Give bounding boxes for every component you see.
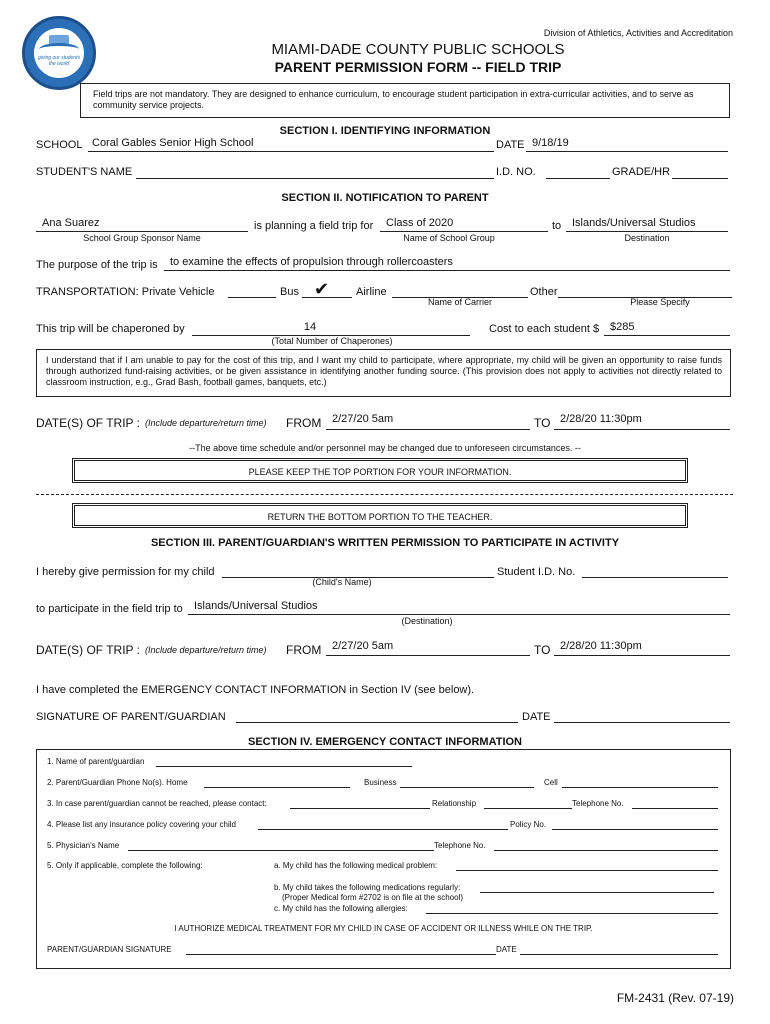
contact-name-line[interactable]	[290, 808, 430, 809]
item-1-label: 1. Name of parent/guardian	[47, 757, 145, 766]
trip-dates-label-2: DATE(S) OF TRIP :	[36, 643, 141, 657]
signature-date-label: DATE	[522, 711, 551, 723]
date-label: DATE	[496, 139, 525, 151]
policy-label: Policy No.	[510, 820, 547, 829]
field-trip-destination-value[interactable]: Islands/Universal Studios	[194, 600, 318, 612]
business-phone-line[interactable]	[400, 787, 534, 788]
physician-line[interactable]	[128, 850, 434, 851]
sponsor-line	[36, 231, 248, 232]
permission-label: I hereby give permission for my child	[36, 566, 215, 578]
destination-value[interactable]: Islands/Universal Studios	[572, 217, 696, 229]
from-line-2	[326, 655, 530, 656]
emergency-statement: I have completed the EMERGENCY CONTACT INFORMATION in Section IV (see below).	[36, 684, 475, 696]
to-label: TO	[534, 416, 551, 430]
chaperone-value[interactable]: 14	[303, 321, 317, 333]
parent-name-line[interactable]	[156, 766, 412, 767]
destination-caption: Destination	[624, 233, 670, 243]
bus-checkmark-icon[interactable]: ✔	[314, 279, 330, 299]
to-value[interactable]: 2/28/20 11:30pm	[560, 413, 642, 425]
allergies-label: c. My child has the following allergies:	[274, 904, 408, 913]
student-id-line[interactable]	[582, 577, 728, 578]
relationship-line[interactable]	[484, 808, 572, 809]
purpose-value[interactable]: to examine the effects of propulsion through rollercoasters	[170, 256, 453, 268]
id-label: I.D. NO.	[496, 166, 536, 178]
section-4-title: SECTION IV. EMERGENCY CONTACT INFORMATION	[248, 736, 522, 748]
participate-label: to participate in the field trip to	[36, 603, 183, 615]
cost-label: Cost to each student $	[489, 323, 600, 335]
group-line	[380, 231, 548, 232]
bus-label: Bus	[280, 286, 299, 298]
other-label: Other	[530, 286, 558, 298]
guardian-date-line[interactable]	[520, 954, 718, 955]
medications-label: b. My child takes the following medications regularly:	[274, 883, 461, 892]
group-value[interactable]: Class of 2020	[386, 217, 454, 229]
private-vehicle-line[interactable]	[228, 297, 276, 298]
form-number: FM-2431 (Rev. 07-19)	[616, 991, 734, 1005]
student-name-label: STUDENT'S NAME	[36, 166, 133, 178]
school-label: SCHOOL	[36, 139, 83, 151]
specify-caption: Please Specify	[630, 297, 690, 307]
schedule-note: --The above time schedule and/or personnel may be changed due to unforeseen circumstances. --	[189, 443, 581, 453]
guardian-signature-line[interactable]	[186, 954, 496, 955]
insurance-line[interactable]	[258, 829, 508, 830]
id-line[interactable]	[546, 178, 610, 179]
intro-text: Field trips are not mandatory. They are designed to enhance curriculum, to encourage student participation in extra-curricular activities, and to serve as community service projects.	[93, 89, 694, 110]
from-label-2: FROM	[286, 643, 322, 657]
form-subtitle: PARENT PERMISSION FORM -- FIELD TRIP	[274, 59, 562, 75]
from-value[interactable]: 2/27/20 5am	[332, 413, 394, 425]
return-notice-text: RETURN THE BOTTOM PORTION TO THE TEACHER.	[267, 512, 493, 522]
grade-label: GRADE/HR	[612, 166, 671, 178]
carrier-caption: Name of Carrier	[427, 297, 492, 307]
medical-problem-line[interactable]	[456, 870, 718, 871]
business-label: Business	[364, 778, 397, 787]
relationship-label: Relationship	[432, 799, 477, 808]
purpose-label: The purpose of the trip is	[36, 259, 158, 271]
signature-date-line[interactable]	[554, 722, 730, 723]
trip-dates-note: (Include departure/return time)	[145, 418, 267, 428]
purpose-line	[164, 270, 730, 271]
student-name-line[interactable]	[136, 178, 494, 179]
page-title: MIAMI-DADE COUNTY PUBLIC SCHOOLS	[271, 41, 565, 58]
physician-phone-label: Telephone No.	[434, 841, 486, 850]
authorize-statement: I AUTHORIZE MEDICAL TREATMENT FOR MY CHILD IN CASE OF ACCIDENT OR ILLNESS WHILE ON THE TRIP.	[174, 924, 593, 933]
planning-text: is planning a field trip for	[254, 220, 374, 232]
to-line	[554, 429, 730, 430]
airline-label: Airline	[356, 286, 387, 298]
keep-notice-box	[72, 458, 688, 483]
logo-text: giving our students the world	[38, 55, 80, 67]
allergies-line[interactable]	[426, 913, 718, 914]
to-label-2: TO	[534, 643, 551, 657]
medications-line[interactable]	[480, 892, 714, 893]
from-label: FROM	[286, 416, 322, 430]
medical-form-note: (Proper Medical form #2702 is on file at the school)	[282, 893, 463, 902]
chaperone-caption: (Total Number of Chaperones)	[271, 336, 393, 346]
from-value-2[interactable]: 2/27/20 5am	[332, 640, 394, 652]
date-value[interactable]: 9/18/19	[532, 137, 569, 149]
school-value[interactable]: Coral Gables Senior High School	[92, 137, 254, 149]
to-text: to	[552, 220, 562, 232]
parent-signature-label: SIGNATURE OF PARENT/GUARDIAN	[36, 711, 226, 723]
tear-off-line	[36, 494, 733, 495]
guardian-date-label: DATE	[496, 945, 517, 954]
item-4-label: 4. Please list any insurance policy covering your child	[47, 820, 236, 829]
cost-value[interactable]: $285	[610, 321, 635, 333]
section-2-title: SECTION II. NOTIFICATION TO PARENT	[281, 192, 489, 204]
policy-line[interactable]	[552, 829, 718, 830]
home-phone-line[interactable]	[204, 787, 350, 788]
sponsor-caption: School Group Sponsor Name	[83, 233, 201, 243]
financial-notice-text: I understand that if I am unable to pay for the cost of this trip, and I want my child to participate, where appropriate, my child will be given an opportunity to raise funds through authorized fund-raising activities, or be given assistance in identifying another funding source. (This provision does not apply to activities not directly related to classroom instruction, e.g., Grad Bash, football games, banquets, etc.)	[46, 355, 722, 387]
group-caption: Name of School Group	[403, 233, 495, 243]
field-trip-destination-line	[188, 614, 730, 615]
contact-phone-line[interactable]	[632, 808, 718, 809]
return-notice-box	[72, 503, 688, 528]
section-3-title: SECTION III. PARENT/GUARDIAN'S WRITTEN PERMISSION TO PARTICIPATE IN ACTIVITY	[150, 537, 620, 549]
to-value-2[interactable]: 2/28/20 11:30pm	[560, 640, 642, 652]
child-name-caption: (Child's Name)	[312, 577, 372, 587]
chaperone-label: This trip will be chaperoned by	[36, 323, 185, 335]
transport-label: TRANSPORTATION: Private Vehicle	[36, 286, 215, 298]
student-id-label: Student I.D. No.	[497, 566, 576, 578]
to-line-2	[554, 655, 730, 656]
field-trip-destination-caption: (Destination)	[401, 616, 453, 626]
item-2-label: 2. Parent/Guardian Phone No(s). Home	[47, 778, 188, 787]
physician-phone-line[interactable]	[494, 850, 718, 851]
cell-label: Cell	[544, 778, 558, 787]
sponsor-value[interactable]: Ana Suarez	[42, 217, 100, 229]
date-line	[526, 151, 728, 152]
item-6-label: 5. Only if applicable, complete the following:	[47, 861, 203, 870]
division-name: Division of Athletics, Activities and Accreditation	[543, 28, 733, 38]
cost-line	[604, 335, 730, 336]
keep-notice-text: PLEASE KEEP THE TOP PORTION FOR YOUR INFORMATION.	[248, 467, 512, 477]
trip-dates-note-2: (Include departure/return time)	[145, 645, 267, 655]
financial-notice-box	[36, 349, 731, 397]
trip-dates-label: DATE(S) OF TRIP :	[36, 416, 141, 430]
telephone-label: Telephone No.	[572, 799, 624, 808]
section-1-title: SECTION I. IDENTIFYING INFORMATION	[279, 125, 491, 137]
item-5-label: 5. Physician's Name	[47, 841, 120, 850]
grade-line[interactable]	[672, 178, 728, 179]
item-3-label: 3. In case parent/guardian cannot be reached, please contact:	[47, 799, 267, 808]
destination-line	[566, 231, 728, 232]
medical-problem-label: a. My child has the following medical problem:	[274, 861, 438, 870]
from-line	[326, 429, 530, 430]
cell-phone-line[interactable]	[562, 787, 718, 788]
guardian-signature-label: PARENT/GUARDIAN SIGNATURE	[47, 945, 172, 954]
school-line	[88, 151, 494, 152]
parent-signature-line[interactable]	[236, 722, 518, 723]
intro-box	[80, 83, 730, 118]
